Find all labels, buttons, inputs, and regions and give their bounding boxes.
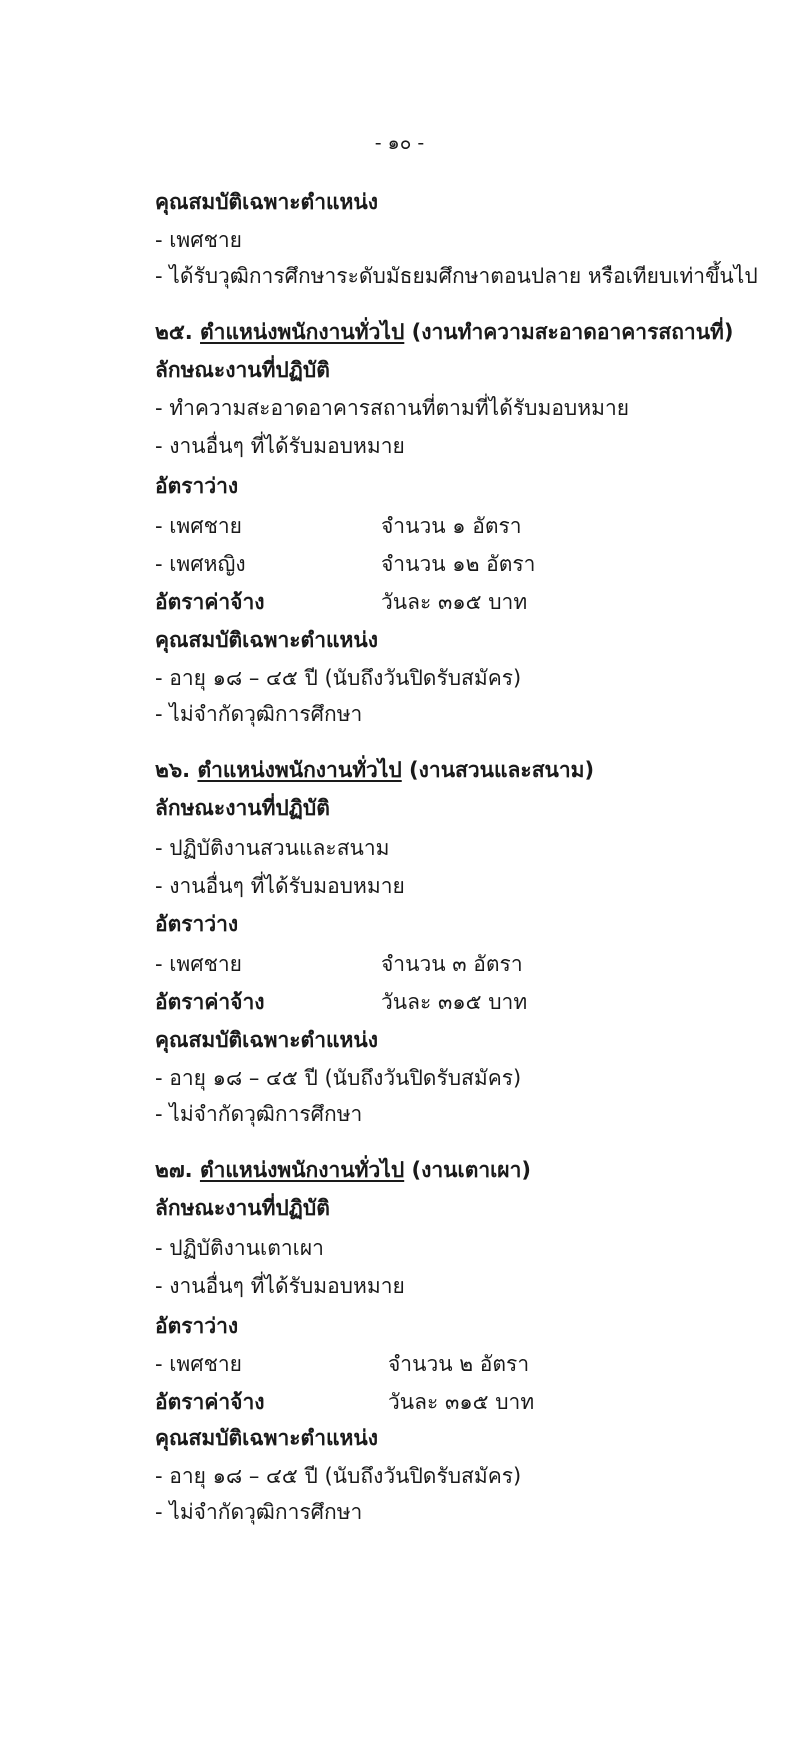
qualification-heading: คุณสมบัติเฉพาะตำแหน่ง — [155, 628, 378, 652]
wage-value: วันละ ๓๑๕ บาท — [381, 990, 528, 1014]
duties-heading: ลักษณะงานที่ปฏิบัติ — [155, 796, 330, 820]
vacancy-label: - เพศชาย — [155, 514, 242, 538]
duty-item: - งานอื่นๆ ที่ได้รับมอบหมาย — [155, 1274, 405, 1298]
vacancy-count: จำนวน ๑ อัตรา — [381, 514, 522, 538]
section-work-type: (งานสวนและสนาม) — [409, 758, 595, 782]
duty-item: - ปฏิบัติงานเตาเผา — [155, 1236, 324, 1260]
vacancy-heading: อัตราว่าง — [155, 912, 239, 936]
wage-label: อัตราค่าจ้าง — [155, 1390, 265, 1414]
vacancy-count: จำนวน ๒ อัตรา — [388, 1352, 530, 1376]
page-number: - ๑๐ - — [374, 132, 425, 154]
qualification-item: - ไม่จำกัดวุฒิการศึกษา — [155, 1500, 363, 1524]
wage-label: อัตราค่าจ้าง — [155, 590, 265, 614]
qualification-item: - อายุ ๑๘ – ๔๕ ปี (นับถึงวันปิดรับสมัคร) — [155, 666, 522, 690]
wage-value: วันละ ๓๑๕ บาท — [381, 590, 528, 614]
intro-qualification-item: - เพศชาย — [155, 228, 242, 252]
vacancy-count: จำนวน ๑๒ อัตรา — [381, 552, 536, 576]
duty-item: - ทำความสะอาดอาคารสถานที่ตามที่ได้รับมอบหมาย — [155, 396, 630, 420]
wage-label: อัตราค่าจ้าง — [155, 990, 265, 1014]
duty-item: - งานอื่นๆ ที่ได้รับมอบหมาย — [155, 874, 405, 898]
section-number: ๒๗. — [155, 1158, 193, 1182]
wage-value: วันละ ๓๑๕ บาท — [388, 1390, 535, 1414]
qualification-heading: คุณสมบัติเฉพาะตำแหน่ง — [155, 1426, 378, 1450]
intro-qualification-heading: คุณสมบัติเฉพาะตำแหน่ง — [155, 190, 378, 214]
qualification-item: - อายุ ๑๘ – ๔๕ ปี (นับถึงวันปิดรับสมัคร) — [155, 1066, 522, 1090]
vacancy-count: จำนวน ๓ อัตรา — [381, 952, 523, 976]
vacancy-label: - เพศชาย — [155, 952, 242, 976]
vacancy-heading: อัตราว่าง — [155, 1314, 239, 1338]
intro-qualification-item: - ได้รับวุฒิการศึกษาระดับมัธยมศึกษาตอนปลาย หรือเทียบเท่าขึ้นไป — [155, 264, 758, 288]
qualification-item: - อายุ ๑๘ – ๔๕ ปี (นับถึงวันปิดรับสมัคร) — [155, 1464, 522, 1488]
section-title — [155, 1156, 531, 1184]
duty-item: - งานอื่นๆ ที่ได้รับมอบหมาย — [155, 434, 405, 458]
section-number: ๒๕. — [155, 320, 193, 344]
duties-heading: ลักษณะงานที่ปฏิบัติ — [155, 358, 330, 382]
section-position: ตำแหน่งพนักงานทั่วไป — [199, 1158, 405, 1182]
section-number: ๒๖. — [155, 758, 191, 782]
section-position: ตำแหน่งพนักงานทั่วไป — [197, 758, 402, 782]
qualification-item: - ไม่จำกัดวุฒิการศึกษา — [155, 1102, 363, 1126]
section-work-type: (งานทำความสะอาดอาคารสถานที่) — [411, 320, 734, 344]
vacancy-label: - เพศหญิง — [155, 552, 246, 576]
vacancy-heading: อัตราว่าง — [155, 474, 239, 498]
duties-heading: ลักษณะงานที่ปฏิบัติ — [155, 1196, 330, 1220]
qualification-heading: คุณสมบัติเฉพาะตำแหน่ง — [155, 1028, 378, 1052]
section-title — [155, 318, 734, 346]
section-work-type: (งานเตาเผา) — [411, 1158, 531, 1182]
section-title — [155, 756, 594, 784]
section-position: ตำแหน่งพนักงานทั่วไป — [200, 320, 405, 344]
vacancy-label: - เพศชาย — [155, 1352, 242, 1376]
qualification-item: - ไม่จำกัดวุฒิการศึกษา — [155, 702, 363, 726]
duty-item: - ปฏิบัติงานสวนและสนาม — [155, 836, 390, 860]
